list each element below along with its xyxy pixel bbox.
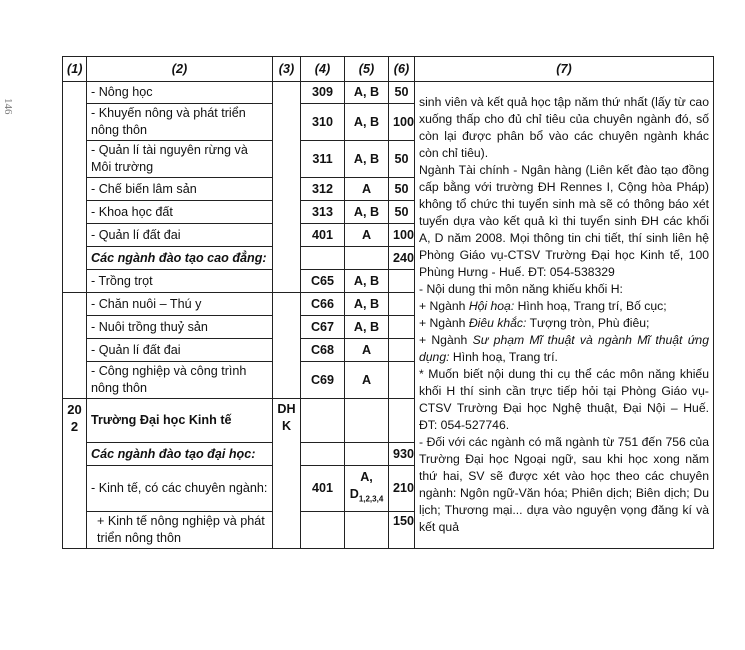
quota — [389, 399, 415, 443]
notes-cell — [415, 82, 714, 549]
exam-block — [345, 443, 389, 466]
quota — [389, 316, 415, 339]
exam-block: A — [345, 224, 389, 247]
program-code: C67 — [301, 316, 345, 339]
exam-block: A — [345, 339, 389, 362]
program-code: C66 — [301, 293, 345, 316]
note-paragraph: + Ngành Hội hoạ: Hình hoạ, Trang trí, Bố cục; — [419, 299, 667, 313]
quota: 50 — [389, 178, 415, 201]
stt-cell — [63, 82, 87, 293]
institution-code: DHK — [273, 399, 301, 549]
exam-block: A, B — [345, 201, 389, 224]
quota: 50 — [389, 141, 415, 178]
program-code — [301, 247, 345, 270]
note-paragraph: * Muốn biết nội dung thi cụ thể các môn năng khiếu khối H thí sinh cần trực tiếp hỏi tại Phòng Giáo vụ-CTSV Trường Đại học Nghệ thuật, Đại Nội – Huế. ĐT: 054-527746. — [419, 367, 709, 432]
col-header-3: (3) — [273, 57, 301, 82]
page-number: 146 — [2, 98, 14, 115]
table-row — [63, 82, 714, 104]
exam-block: A, B — [345, 316, 389, 339]
admissions-table — [62, 56, 714, 549]
program-name: - Khuyến nông và phát triển nông thôn — [87, 104, 273, 141]
exam-block: A, B — [345, 104, 389, 141]
program-name: + Kinh tế nông nghiệp và phát triển nông thôn — [87, 512, 273, 549]
program-code — [301, 512, 345, 549]
program-name: - Quản lí đất đai — [87, 224, 273, 247]
quota: 100 — [389, 104, 415, 141]
note-paragraph: sinh viên và kết quả học tập năm thứ nhất (lấy từ cao xuống thấp cho đủ chỉ tiêu của chuyên ngành đó, số còn lại được phân bổ vào các chuyên ngành khác còn chỉ tiêu). — [419, 95, 709, 160]
exam-block: A, $D_{1,2,3,4}$ — [345, 466, 389, 512]
quota — [389, 362, 415, 399]
note-paragraph: + Ngành Điêu khắc: Tượng tròn, Phù điêu; — [419, 316, 650, 330]
stt-cell — [63, 293, 87, 399]
program-code: 311 — [301, 141, 345, 178]
note-paragraph: + Ngành Sư phạm Mĩ thuật và ngành Mĩ thuật ứng dụng: Hình hoạ, Trang trí. — [419, 333, 709, 364]
program-name: - Nông học — [87, 82, 273, 104]
program-name: - Nuôi trồng thuỷ sản — [87, 316, 273, 339]
program-name: - Quản lí đất đai — [87, 339, 273, 362]
exam-block: A, B — [345, 270, 389, 293]
col-header-1: (1) — [63, 57, 87, 82]
col-header-4: (4) — [301, 57, 345, 82]
institution-name: Trường Đại học Kinh tế — [87, 399, 273, 443]
quota: 50 — [389, 201, 415, 224]
note-paragraph: - Nội dung thi môn năng khiếu khối H: — [419, 282, 623, 296]
program-code — [301, 399, 345, 443]
exam-block: A — [345, 362, 389, 399]
section-heading: Các ngành đào tạo đại học: — [87, 443, 273, 466]
program-name: - Công nghiệp và công trình nông thôn — [87, 362, 273, 399]
program-code: 401 — [301, 224, 345, 247]
quota: 150 — [389, 512, 415, 549]
exam-block — [345, 247, 389, 270]
quota: 930 — [389, 443, 415, 466]
institution-number: 202 — [63, 399, 87, 549]
quota — [389, 293, 415, 316]
exam-block: A, B — [345, 141, 389, 178]
program-name: - Khoa học đất — [87, 201, 273, 224]
program-code: 309 — [301, 82, 345, 104]
program-code: C65 — [301, 270, 345, 293]
program-code: 310 — [301, 104, 345, 141]
exam-block: A — [345, 178, 389, 201]
quota — [389, 339, 415, 362]
quota: 240 — [389, 247, 415, 270]
section-heading: Các ngành đào tạo cao đẳng: — [87, 247, 273, 270]
quota: 100 — [389, 224, 415, 247]
program-name: - Chế biến lâm sản — [87, 178, 273, 201]
header-row — [63, 57, 714, 82]
program-code — [301, 443, 345, 466]
quota: 50 — [389, 82, 415, 104]
program-name: - Trồng trọt — [87, 270, 273, 293]
exam-block — [345, 399, 389, 443]
program-code: C69 — [301, 362, 345, 399]
col-header-7: (7) — [415, 57, 714, 82]
col-header-6: (6) — [389, 57, 415, 82]
note-paragraph: - Đối với các ngành có mã ngành từ 751 đến 756 của Trường Đại học Ngoại ngữ, sau khi học xong năm thứ hai, SV sẽ được xét vào học theo các chuyên ngành: Ngôn ngữ-Văn hóa; Phiên dịch; Biên dịch; Du lịch; Thương mại... dựa vào nguyện vọng đăng kí và kết quả — [419, 435, 709, 534]
program-code: C68 — [301, 339, 345, 362]
program-name: - Chăn nuôi – Thú y — [87, 293, 273, 316]
program-name: - Quản lí tài nguyên rừng và Môi trường — [87, 141, 273, 178]
col-header-5: (5) — [345, 57, 389, 82]
quota: 210 — [389, 466, 415, 512]
exam-block: A, B — [345, 293, 389, 316]
program-name: - Kinh tế, có các chuyên ngành: — [87, 466, 273, 512]
exam-block — [345, 512, 389, 549]
program-code: 401 — [301, 466, 345, 512]
exam-block: A, B — [345, 82, 389, 104]
col-header-2: (2) — [87, 57, 273, 82]
code-cell — [273, 293, 301, 399]
quota — [389, 270, 415, 293]
code-cell — [273, 82, 301, 293]
program-code: 313 — [301, 201, 345, 224]
program-code: 312 — [301, 178, 345, 201]
note-paragraph: Ngành Tài chính - Ngân hàng (Liên kết đào tạo đồng cấp bằng với trường ĐH Rennes I, Cộng hòa Pháp) không tổ chức thi tuyển sinh mà sẽ có thông báo xét tuyển dựa vào kết quả kì thi tuyển sinh ĐH các khối A, D năm 2008. Mọi thông tin chi tiết, thí sinh liên hệ Phòng Giáo vụ-CTSV Trường Đại học Kinh tế, 100 Phùng Hưng - Huế. ĐT: 054-538329 — [419, 163, 709, 279]
